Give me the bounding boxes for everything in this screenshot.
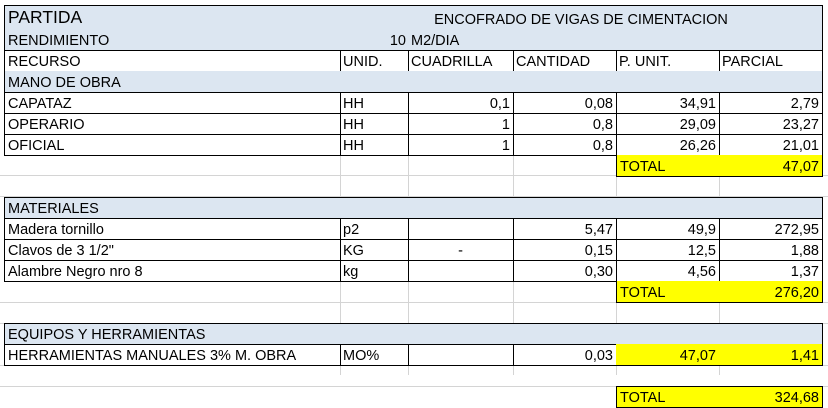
- partida-label[interactable]: PARTIDA: [4, 5, 341, 30]
- cantidad-cell[interactable]: 0,08: [513, 92, 617, 114]
- recurso-cell[interactable]: CAPATAZ: [4, 92, 341, 114]
- col-cuadrilla-header[interactable]: CUADRILLA: [408, 50, 514, 72]
- column-header-row: [0, 50, 828, 72]
- total-value[interactable]: 276,20: [719, 281, 823, 303]
- table-row: [0, 134, 828, 156]
- cuadrilla-cell[interactable]: [408, 344, 514, 366]
- cantidad-cell[interactable]: 0,15: [513, 239, 617, 261]
- cantidad-cell[interactable]: 0,8: [513, 113, 617, 135]
- grand-total-value[interactable]: 324,68: [719, 386, 823, 408]
- cuadrilla-cell[interactable]: 1: [408, 134, 514, 156]
- col-parcial-header[interactable]: PARCIAL: [719, 50, 823, 72]
- rendimiento-value[interactable]: 10: [340, 29, 409, 51]
- cantidad-cell[interactable]: 5,47: [513, 218, 617, 240]
- rendimiento-unit[interactable]: M2/DIA: [408, 29, 823, 51]
- unid-cell[interactable]: HH: [340, 113, 409, 135]
- recurso-cell[interactable]: Madera tornillo: [4, 218, 341, 240]
- mano-de-obra-section-row: [0, 71, 828, 93]
- unid-cell[interactable]: HH: [340, 92, 409, 114]
- col-unid-header[interactable]: UNID.: [340, 50, 409, 72]
- unid-cell[interactable]: MO%: [340, 344, 409, 366]
- col-cantidad-header[interactable]: CANTIDAD: [513, 50, 617, 72]
- table-row: [0, 92, 828, 114]
- cantidad-cell[interactable]: 0,03: [513, 344, 617, 366]
- recurso-cell[interactable]: OFICIAL: [4, 134, 341, 156]
- table-row: [0, 344, 828, 366]
- equipos-section-row: [0, 323, 828, 345]
- unid-cell[interactable]: kg: [340, 260, 409, 282]
- parcial-cell[interactable]: 21,01: [719, 134, 823, 156]
- total-label[interactable]: TOTAL: [616, 281, 720, 303]
- materiales-section-row: [0, 197, 828, 219]
- p-unit-cell[interactable]: 34,91: [616, 92, 720, 114]
- p-unit-cell[interactable]: 4,56: [616, 260, 720, 282]
- cantidad-cell[interactable]: 0,30: [513, 260, 617, 282]
- grand-total-row: [0, 386, 828, 408]
- parcial-cell[interactable]: 1,37: [719, 260, 823, 282]
- grand-total-label[interactable]: TOTAL: [616, 386, 720, 408]
- p-unit-cell[interactable]: 47,07: [616, 344, 720, 366]
- recurso-cell[interactable]: Alambre Negro nro 8: [4, 260, 341, 282]
- materiales-title[interactable]: MATERIALES: [4, 197, 823, 219]
- mano-de-obra-title[interactable]: MANO DE OBRA: [4, 71, 823, 93]
- cuadrilla-cell[interactable]: [408, 218, 514, 240]
- parcial-cell[interactable]: 1,41: [719, 344, 823, 366]
- total-label[interactable]: TOTAL: [616, 155, 720, 177]
- unid-cell[interactable]: HH: [340, 134, 409, 156]
- recurso-cell[interactable]: Clavos de 3 1/2": [4, 239, 341, 261]
- total-value[interactable]: 47,07: [719, 155, 823, 177]
- table-row: [0, 218, 828, 240]
- parcial-cell[interactable]: 1,88: [719, 239, 823, 261]
- p-unit-cell[interactable]: 26,26: [616, 134, 720, 156]
- cuadrilla-cell[interactable]: [408, 260, 514, 282]
- rendimiento-row: [0, 29, 828, 51]
- cantidad-cell[interactable]: 0,8: [513, 134, 617, 156]
- partida-row: [0, 5, 828, 30]
- parcial-cell[interactable]: 23,27: [719, 113, 823, 135]
- parcial-cell[interactable]: 272,95: [719, 218, 823, 240]
- rendimiento-label[interactable]: RENDIMIENTO: [4, 29, 341, 51]
- parcial-cell[interactable]: 2,79: [719, 92, 823, 114]
- unid-cell[interactable]: KG: [340, 239, 409, 261]
- table-row: [0, 239, 828, 261]
- col-recurso-header[interactable]: RECURSO: [4, 50, 341, 72]
- cuadrilla-cell[interactable]: 0,1: [408, 92, 514, 114]
- p-unit-cell[interactable]: 29,09: [616, 113, 720, 135]
- recurso-cell[interactable]: OPERARIO: [4, 113, 341, 135]
- partida-value[interactable]: ENCOFRADO DE VIGAS DE CIMENTACION: [340, 5, 823, 30]
- mano-de-obra-total-row: [0, 155, 828, 177]
- table-row: [0, 260, 828, 282]
- cuadrilla-cell[interactable]: 1: [408, 113, 514, 135]
- p-unit-cell[interactable]: 12,5: [616, 239, 720, 261]
- materiales-total-row: [0, 281, 828, 303]
- equipos-title[interactable]: EQUIPOS Y HERRAMIENTAS: [4, 323, 823, 345]
- p-unit-cell[interactable]: 49,9: [616, 218, 720, 240]
- unid-cell[interactable]: p2: [340, 218, 409, 240]
- cuadrilla-cell[interactable]: -: [408, 239, 514, 261]
- table-row: [0, 113, 828, 135]
- recurso-cell[interactable]: HERRAMIENTAS MANUALES 3% M. OBRA: [4, 344, 341, 366]
- col-p-unit-header[interactable]: P. UNIT.: [616, 50, 720, 72]
